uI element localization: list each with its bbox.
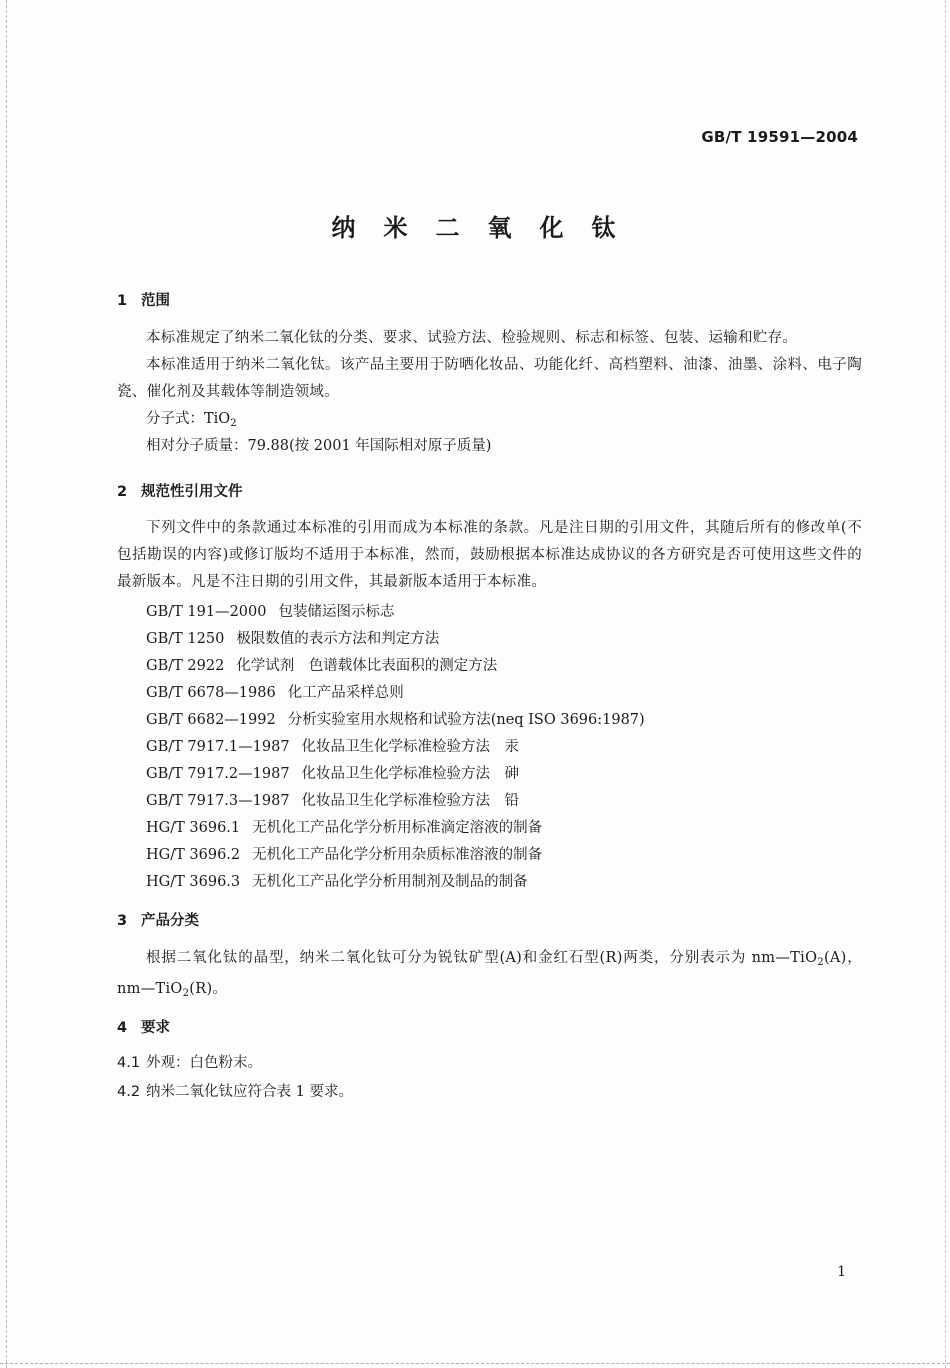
formula-label: 分子式： [146, 411, 204, 427]
scan-edge-right [945, 0, 946, 1368]
reference-title: 包装储运图示标志 [278, 604, 395, 620]
reference-code: GB/T 7917.3—1987 [146, 793, 290, 809]
reference-code: GB/T 7917.2—1987 [146, 766, 290, 782]
reference-item [146, 627, 439, 648]
molecular-mass: 相对分子质量：79.88(按 2001 年国际相对原子质量) [146, 438, 492, 454]
reference-title: 化妆品卫生化学标准检验方法 汞 [301, 739, 520, 755]
reference-title: 化妆品卫生化学标准检验方法 铅 [301, 793, 520, 809]
section-number: 1 [117, 293, 128, 309]
reference-item [146, 816, 542, 837]
reference-code: GB/T 2922 [146, 658, 225, 674]
reference-item [146, 708, 645, 729]
formula-subscript: 2 [817, 957, 824, 968]
section-heading-requirements [117, 1016, 170, 1037]
reference-title: 无机化工产品化学分析用标准滴定溶液的制备 [252, 820, 543, 836]
reference-code: HG/T 3696.2 [146, 847, 241, 863]
references-intro: 下列文件中的条款通过本标准的引用而成为本标准的条款。凡是注日期的引用文件，其随后所有的修改单(不包括勘误的内容)或修订版均不适用于本标准，然而，鼓励根据本标准达成协议的各方研究是否可使用这些文件的最新版本。凡是不注日期的引用文件，其最新版本适用于本标准。 [117, 520, 862, 590]
reference-code: GB/T 1250 [146, 631, 225, 647]
reference-item [146, 789, 519, 810]
requirement-text: 外观：白色粉末。 [146, 1055, 262, 1071]
reference-code: HG/T 3696.3 [146, 874, 241, 890]
formula-subscript: 2 [230, 418, 237, 429]
reference-title: 分析实验室用水规格和试验方法(neq ISO 3696:1987) [287, 712, 645, 728]
requirement-item [117, 1080, 353, 1101]
reference-title: 化工产品采样总则 [287, 685, 404, 701]
reference-item [146, 681, 404, 702]
page-number: 1 [837, 1264, 846, 1280]
document-title: 纳米二氧化钛 [331, 214, 644, 242]
section-title: 范围 [141, 293, 170, 309]
requirement-item [117, 1051, 262, 1072]
formula-rutile-suffix: (R)。 [189, 981, 228, 997]
reference-item [146, 843, 542, 864]
reference-title: 化学试剂 色谱载体比表面积的测定方法 [236, 658, 498, 674]
reference-code: HG/T 3696.1 [146, 820, 241, 836]
section-heading-classification [117, 909, 199, 930]
section-heading-references [117, 480, 243, 501]
reference-code: GB/T 7917.1—1987 [146, 739, 290, 755]
reference-item [146, 654, 497, 675]
reference-title: 化妆品卫生化学标准检验方法 砷 [301, 766, 520, 782]
requirement-number: 4.2 [117, 1084, 141, 1100]
section-number: 3 [117, 913, 128, 929]
reference-code: GB/T 6682—1992 [146, 712, 276, 728]
formula-base: TiO [204, 411, 231, 427]
formula-subscript: 2 [182, 988, 190, 999]
reference-item [146, 870, 528, 891]
section-title: 要求 [141, 1020, 170, 1036]
reference-item [146, 762, 519, 783]
scope-paragraph-2: 本标准适用于纳米二氧化钛。该产品主要用于防晒化妆品、功能化纤、高档塑料、油漆、油墨、涂料、电子陶瓷、催化剂及其载体等制造领域。 [117, 357, 862, 400]
section-title: 产品分类 [141, 913, 199, 929]
reference-code: GB/T 6678—1986 [146, 685, 276, 701]
requirement-number: 4.1 [117, 1055, 141, 1071]
scan-edge-left [6, 0, 7, 1368]
section-heading-scope [117, 289, 170, 310]
classification-text: 根据二氧化钛的晶型，纳米二氧化钛可分为锐钛矿型(A)和金红石型(R)两类，分别表示为 nm— [146, 950, 791, 966]
standard-number: GB/T 19591—2004 [701, 128, 858, 146]
reference-title: 极限数值的表示方法和判定方法 [236, 631, 440, 647]
scan-edge-bottom [0, 1363, 950, 1364]
section-number: 4 [117, 1020, 128, 1036]
section-number: 2 [117, 484, 128, 500]
classification-paragraph [117, 945, 862, 1007]
formula-rutile-prefix: (A)，nm—TiO [117, 950, 862, 997]
reference-title: 无机化工产品化学分析用制剂及制品的制备 [252, 874, 528, 890]
section-title: 规范性引用文件 [141, 484, 243, 500]
formula-anatase: TiO [790, 950, 818, 966]
scope-paragraph-1: 本标准规定了纳米二氧化钛的分类、要求、试验方法、检验规则、标志和标签、包装、运输和贮存。 [146, 330, 798, 346]
reference-title: 无机化工产品化学分析用杂质标准溶液的制备 [252, 847, 543, 863]
requirement-text: 纳米二氧化钛应符合表 1 要求。 [146, 1084, 353, 1100]
reference-item [146, 600, 394, 621]
reference-code: GB/T 191—2000 [146, 604, 267, 620]
reference-item [146, 735, 519, 756]
